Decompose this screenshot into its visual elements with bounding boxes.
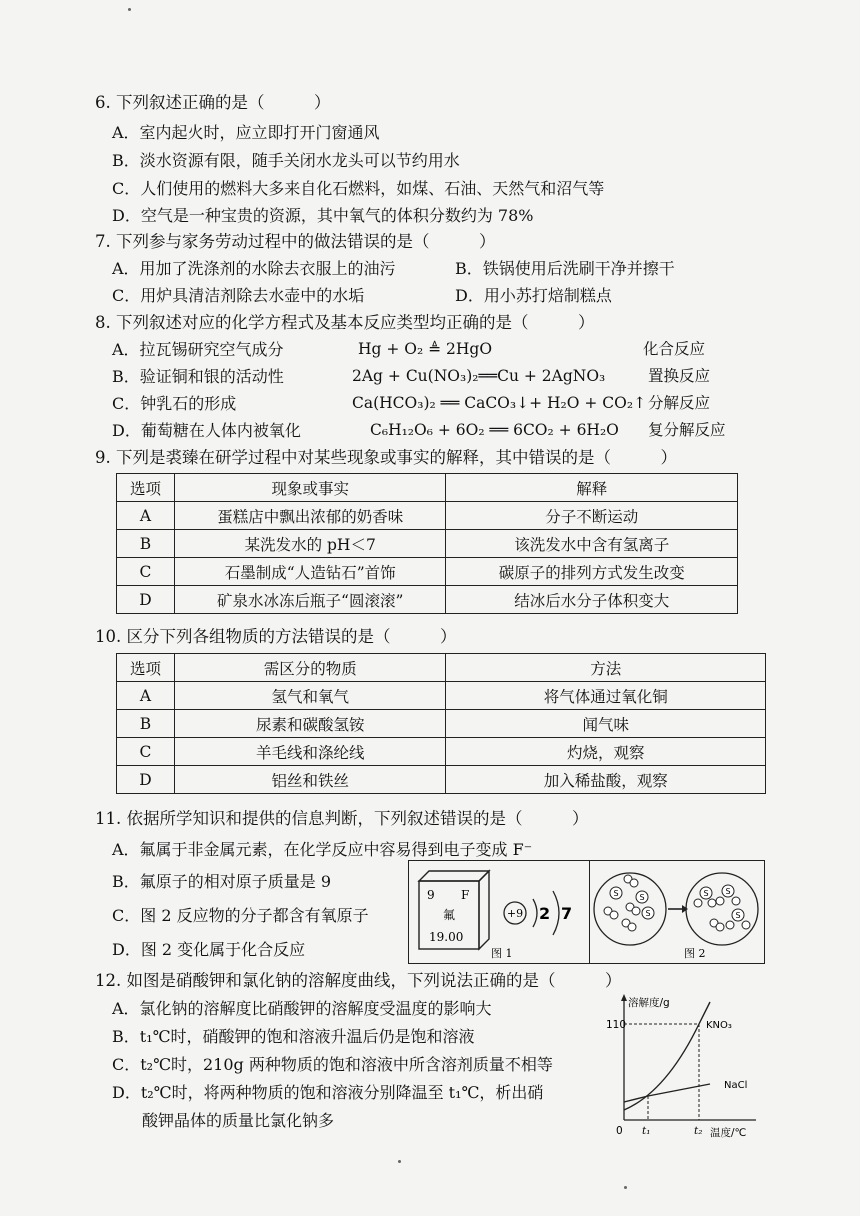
question-12-option-c: C．t₂℃时，210g 两种物质的饱和溶液中所含溶剂质量不相等 [112,1055,553,1074]
table-header-row [117,654,766,682]
element-name: 氟 [443,908,456,922]
sulfur-atom-label: S [725,887,731,896]
table-cell: A [117,682,175,710]
question-7-option-c: C．用炉具清洁剂除去水壶中的水垢 [112,286,365,305]
question-11-option-a: A．氟属于非金属元素，在化学反应中容易得到电子变成 F⁻ [112,840,533,859]
table-cell: C [117,738,175,766]
question-11-option-c: C．图 2 反应物的分子都含有氧原子 [112,906,369,925]
nacl-curve [624,1084,710,1102]
figure-2-drawing [590,861,764,963]
sulfur-atom-label: S [613,889,619,898]
table-row [117,530,738,558]
table-cell: 该洗发水中含有氢离子 [446,530,738,558]
question-8-option-a-equation: Hg + O₂ ≜ 2HgO [358,340,493,358]
question-11-stem: 11. 依据所学知识和提供的信息判断，下列叙述错误的是（ ） [95,809,589,828]
scan-speck [128,8,131,11]
question-9-stem: 9. 下列是裘臻在研学过程中对某些现象或事实的解释，其中错误的是（ ） [95,448,677,467]
table-row [117,558,738,586]
question-7-stem: 7. 下列参与家务劳动过程中的做法错误的是（ ） [95,232,496,251]
table-header-cell: 方法 [446,654,766,682]
table-cell: 闻气味 [446,710,766,738]
sulfur-atom-label: S [639,893,645,902]
table-cell: 羊毛线和涤纶线 [174,738,446,766]
table-cell: 蛋糕店中飘出浓郁的奶香味 [174,502,446,530]
table-cell: B [117,710,175,738]
sulfur-atom-label: S [645,909,651,918]
series-label-kno3: KNO₃ [706,1020,732,1031]
question-11-option-b: B．氟原子的相对原子质量是 9 [112,872,332,891]
question-7-option-b: B．铁锅使用后洗刷干净并擦干 [455,259,675,278]
question-9-table [116,473,738,614]
question-6-option-b: B．淡水资源有限，随手关闭水龙头可以节约用水 [112,151,460,170]
question-8-option-b-desc: B．验证铜和银的活动性 [112,367,284,386]
question-6-option-c: C．人们使用的燃料大多来自化石燃料，如煤、石油、天然气和沼气等 [112,179,605,198]
shell-1-count: 2 [539,904,551,923]
scan-speck [624,1186,627,1189]
question-6-option-a: A．室内起火时，应立即打开门窗通风 [112,123,380,142]
table-row [117,682,766,710]
element-symbol: F [461,888,470,902]
table-cell: 铝丝和铁丝 [174,766,446,794]
figure-2-frame [589,860,765,964]
table-cell: 某洗发水的 pH＜7 [174,530,446,558]
question-8-option-c-type: 分解反应 [648,394,711,412]
table-cell: 石墨制成“人造钻石”首饰 [174,558,446,586]
solubility-chart [606,992,762,1142]
scan-speck [398,1160,401,1163]
table-cell: D [117,586,175,614]
table-cell: 矿泉水冰冻后瓶子“圆滚滚” [174,586,446,614]
shell-2-count: 7 [561,904,573,923]
table-cell: A [117,502,175,530]
series-label-nacl: NaCl [724,1080,748,1091]
element-number: 9 [427,888,435,902]
table-header-row [117,474,738,502]
question-10-table [116,653,766,794]
origin-label: 0 [616,1125,623,1137]
question-7-option-a: A．用加了洗涤剂的水除去衣服上的油污 [112,259,396,278]
table-cell: B [117,530,175,558]
question-8-option-b-equation: 2Ag + Cu(NO₃)₂══Cu + 2AgNO₃ [352,367,606,385]
table-row [117,738,766,766]
y-tick-label: 110 [606,1019,627,1031]
table-cell: D [117,766,175,794]
table-header-cell: 选项 [117,654,175,682]
question-8-option-d-desc: D．葡萄糖在人体内被氧化 [112,421,301,440]
nucleus-charge: +9 [506,907,524,920]
question-8-option-a-desc: A．拉瓦锡研究空气成分 [112,340,284,359]
table-header-cell: 现象或事实 [174,474,446,502]
element-mass: 19.00 [429,930,464,944]
question-8-stem: 8. 下列叙述对应的化学方程式及基本反应类型均正确的是（ ） [95,313,595,332]
question-8-option-a-type: 化合反应 [643,340,706,358]
figure-1-drawing [409,861,589,963]
table-cell: 分子不断运动 [446,502,738,530]
table-cell: 将气体通过氧化铜 [446,682,766,710]
y-axis-label: 溶解度/g [628,997,670,1009]
question-8-option-b-type: 置换反应 [648,367,711,385]
question-8-option-d-type: 复分解反应 [648,421,726,439]
table-row [117,766,766,794]
table-row [117,502,738,530]
table-header-cell: 需区分的物质 [174,654,446,682]
figure-1-frame [408,860,590,964]
table-cell: 加入稀盐酸，观察 [446,766,766,794]
question-12-option-b: B．t₁℃时，硝酸钾的饱和溶液升温后仍是饱和溶液 [112,1027,475,1046]
table-row [117,710,766,738]
kno3-curve [624,1002,710,1110]
solubility-chart-svg [606,992,762,1142]
question-8-option-d-equation: C₆H₁₂O₆ + 6O₂ ══ 6CO₂ + 6H₂O [370,421,619,439]
question-8-option-c-equation: Ca(HCO₃)₂ ══ CaCO₃↓+ H₂O + CO₂↑ [352,394,647,412]
question-12-stem: 12. 如图是硝酸钾和氯化钠的溶解度曲线，下列说法正确的是（ ） [95,971,622,990]
table-cell: 结冰后水分子体积变大 [446,586,738,614]
product-container [686,873,758,945]
question-12-option-d-continued: 酸钾晶体的质量比氯化钠多 [142,1111,335,1130]
x-axis-label: 温度/℃ [710,1127,747,1139]
question-6-option-d: D．空气是一种宝贵的资源，其中氧气的体积分数约为 78% [112,206,534,225]
table-cell: 灼烧，观察 [446,738,766,766]
figure-2-caption: 图 2 [684,947,706,960]
question-6-stem: 6. 下列叙述正确的是（ ） [95,93,331,112]
x-tick-label-t2: t₂ [694,1125,703,1137]
figure-1-caption: 图 1 [491,947,513,960]
sulfur-atom-label: S [703,889,709,898]
question-11-option-d: D．图 2 变化属于化合反应 [112,940,306,959]
question-8-option-c-desc: C．钟乳石的形成 [112,394,237,413]
question-7-option-d: D．用小苏打焙制糕点 [455,286,612,305]
x-tick-label-t1: t₁ [642,1125,651,1137]
table-header-cell: 解释 [446,474,738,502]
table-cell: C [117,558,175,586]
table-header-cell: 选项 [117,474,175,502]
table-cell: 碳原子的排列方式发生改变 [446,558,738,586]
table-cell: 氢气和氧气 [174,682,446,710]
question-12-option-a: A．氯化钠的溶解度比硝酸钾的溶解度受温度的影响大 [112,999,492,1018]
table-cell: 尿素和碳酸氢铵 [174,710,446,738]
sulfur-atom-label: S [735,911,741,920]
question-10-stem: 10. 区分下列各组物质的方法错误的是（ ） [95,627,457,646]
table-row [117,586,738,614]
question-12-option-d: D．t₂℃时，将两种物质的饱和溶液分别降温至 t₁℃，析出硝 [112,1083,544,1102]
